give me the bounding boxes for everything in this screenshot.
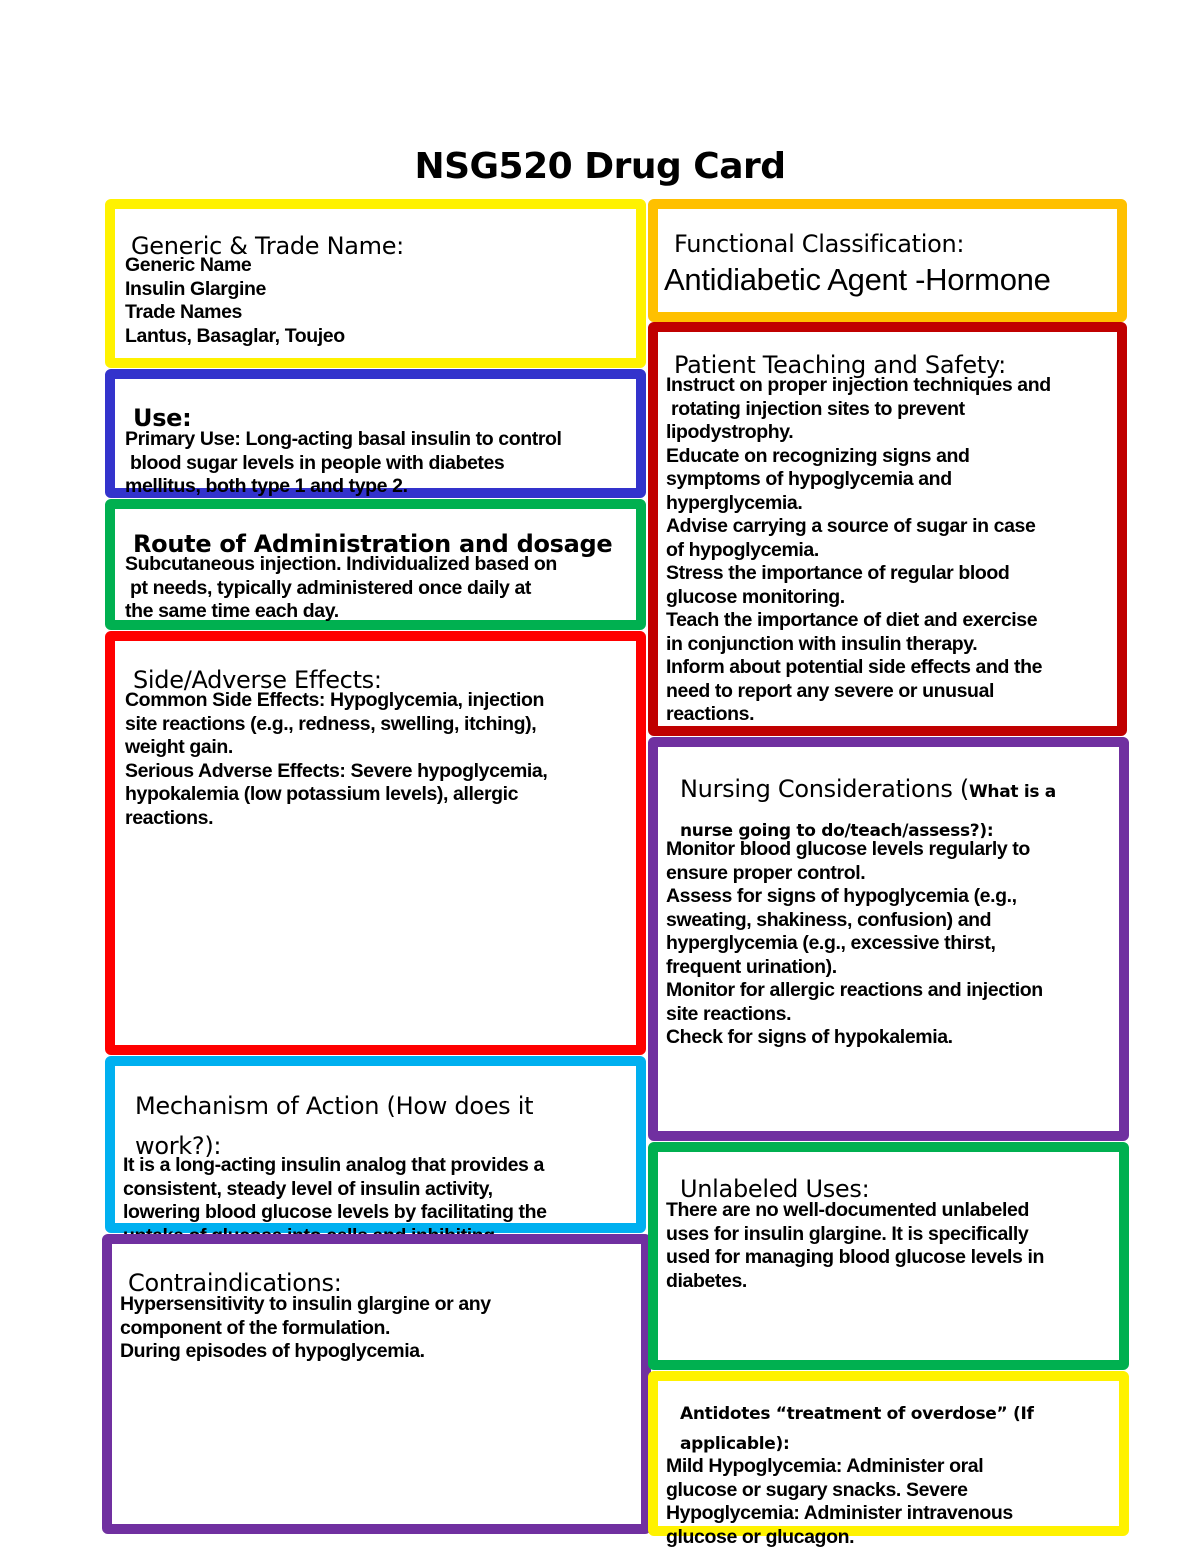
route-text (125, 553, 636, 624)
antidotes-heading-line1: Antidotes “treatment of overdose” (If (680, 1404, 1034, 1424)
text-line: blood sugar levels in people with diabetes (125, 451, 505, 474)
nursing-heading-main: Nursing Considerations ( (680, 775, 969, 803)
text-line: Lantus, Basaglar, Toujeo (125, 324, 345, 347)
text-line: Generic Name (125, 254, 252, 276)
contraindications-heading: Contraindications: (128, 1269, 342, 1297)
text-line: diabetes. (666, 1269, 747, 1292)
unlabeled-uses-box (648, 1142, 1129, 1370)
text-line: used for managing blood glucose levels in (666, 1246, 1044, 1268)
text-line: Primary Use: Long-acting basal insulin to control (125, 428, 562, 450)
text-line: Educate on recognizing signs and (666, 444, 970, 467)
use-heading: Use: (133, 404, 192, 432)
text-line: rotating injection sites to prevent (666, 397, 965, 420)
text-line: site reactions (e.g., redness, swelling, itching), (125, 712, 537, 735)
text-line: ensure proper control. (666, 861, 866, 884)
nursing-text (666, 838, 1119, 1050)
text-line: Mild Hypoglycemia: Administer oral (666, 1455, 984, 1477)
generic-trade-heading: Generic & Trade Name: (131, 232, 404, 260)
generic-trade-text (125, 254, 636, 348)
teaching-heading: Patient Teaching and Safety: (674, 351, 1006, 379)
side-effects-box (105, 631, 646, 1055)
text-line: Subcutaneous injection. Individualized based on (125, 553, 557, 575)
text-line: in conjunction with insulin therapy. (666, 632, 978, 655)
text-line: hypokalemia (low potassium levels), allergic (125, 783, 519, 805)
unlabeled-heading: Unlabeled Uses: (680, 1175, 870, 1203)
antidotes-text (666, 1455, 1119, 1549)
text-line: glucose or glucagon. (666, 1525, 855, 1548)
text-line: reactions. (666, 703, 755, 725)
nursing-subheading: nurse going to do/teach/assess?): (680, 821, 994, 841)
text-line: hyperglycemia (e.g., excessive thirst, (666, 932, 996, 954)
route-box (105, 499, 646, 630)
text-line: Instruct on proper injection techniques and (666, 374, 1051, 396)
text-line: glucose or sugary snacks. Severe (666, 1478, 968, 1501)
text-line: Hypoglycemia: Administer intravenous (666, 1502, 1013, 1524)
unlabeled-text (666, 1199, 1119, 1293)
mechanism-heading-line1: Mechanism of Action (How does it (135, 1092, 534, 1120)
text-line: Monitor for allergic reactions and injection (666, 979, 1043, 1001)
use-box (105, 369, 646, 498)
text-line: Check for signs of hypokalemia. (666, 1026, 953, 1048)
text-line: hyperglycemia. (666, 491, 803, 514)
text-line: of hypoglycemia. (666, 538, 819, 561)
text-line: consistent, steady level of insulin activity, (123, 1177, 493, 1200)
text-line: sweating, shakiness, confusion) and (666, 908, 992, 931)
route-heading: Route of Administration and dosage (133, 530, 613, 558)
side-effects-text (125, 689, 636, 830)
text-line: Monitor blood glucose levels regularly to (666, 838, 1030, 860)
text-line: the same time each day. (125, 600, 339, 622)
text-line: weight gain. (125, 736, 233, 758)
text-line: glucose monitoring. (666, 585, 845, 608)
patient-teaching-box (648, 322, 1127, 736)
text-line: uses for insulin glargine. It is specifically (666, 1222, 1029, 1245)
contraindications-text (120, 1293, 641, 1364)
nursing-considerations-box (648, 737, 1129, 1141)
teaching-text (666, 374, 1117, 727)
mechanism-heading-line2: work?): (135, 1132, 222, 1160)
text-line: Teach the importance of diet and exercise (666, 609, 1038, 631)
text-line: Inform about potential side effects and the (666, 656, 1043, 678)
functional-value: Antidiabetic Agent -Hormone (664, 262, 1051, 297)
antidotes-heading-line2: applicable): (680, 1434, 790, 1454)
text-line: There are no well-documented unlabeled (666, 1199, 1029, 1221)
antidotes-box (648, 1371, 1129, 1548)
text-line: reactions. (125, 806, 214, 829)
text-line: site reactions. (666, 1002, 792, 1025)
use-text (125, 428, 636, 499)
text-line: need to report any severe or unusual (666, 679, 995, 702)
text-line: Stress the importance of regular blood (666, 562, 1010, 584)
text-line: Hypersensitivity to insulin glargine or any (120, 1293, 491, 1315)
text-line: symptoms of hypoglycemia and (666, 468, 952, 490)
text-line: Insulin Glargine (125, 277, 266, 300)
text-line: Trade Names (125, 301, 242, 323)
side-effects-heading: Side/Adverse Effects: (133, 666, 382, 694)
text-line: It is a long-acting insulin analog that provides a (123, 1154, 544, 1176)
nursing-heading (680, 769, 1119, 812)
text-line: frequent urination). (666, 955, 837, 978)
text-line: During episodes of hypoglycemia. (120, 1340, 425, 1362)
contraindications-box (102, 1234, 651, 1534)
text-line: Assess for signs of hypoglycemia (e.g., (666, 885, 1017, 907)
text-line: pt needs, typically administered once daily at (125, 576, 532, 599)
text-line: component of the formulation. (120, 1316, 391, 1339)
functional-classification-box (648, 199, 1127, 322)
text-line: lipodystrophy. (666, 421, 794, 443)
text-line: lowering blood glucose levels by facilitating the (123, 1201, 547, 1223)
text-line: Serious Adverse Effects: Severe hypoglycemia, (125, 759, 548, 782)
page-title: NSG520 Drug Card (414, 146, 786, 187)
text-line: Common Side Effects: Hypoglycemia, injection (125, 689, 545, 711)
generic-trade-name-box (105, 199, 646, 368)
text-line: mellitus, both type 1 and type 2. (125, 475, 408, 497)
nursing-heading-small: What is a (968, 782, 1056, 802)
mechanism-box (105, 1056, 646, 1233)
text-line: Advise carrying a source of sugar in case (666, 515, 1036, 537)
functional-heading: Functional Classification: (674, 230, 965, 258)
